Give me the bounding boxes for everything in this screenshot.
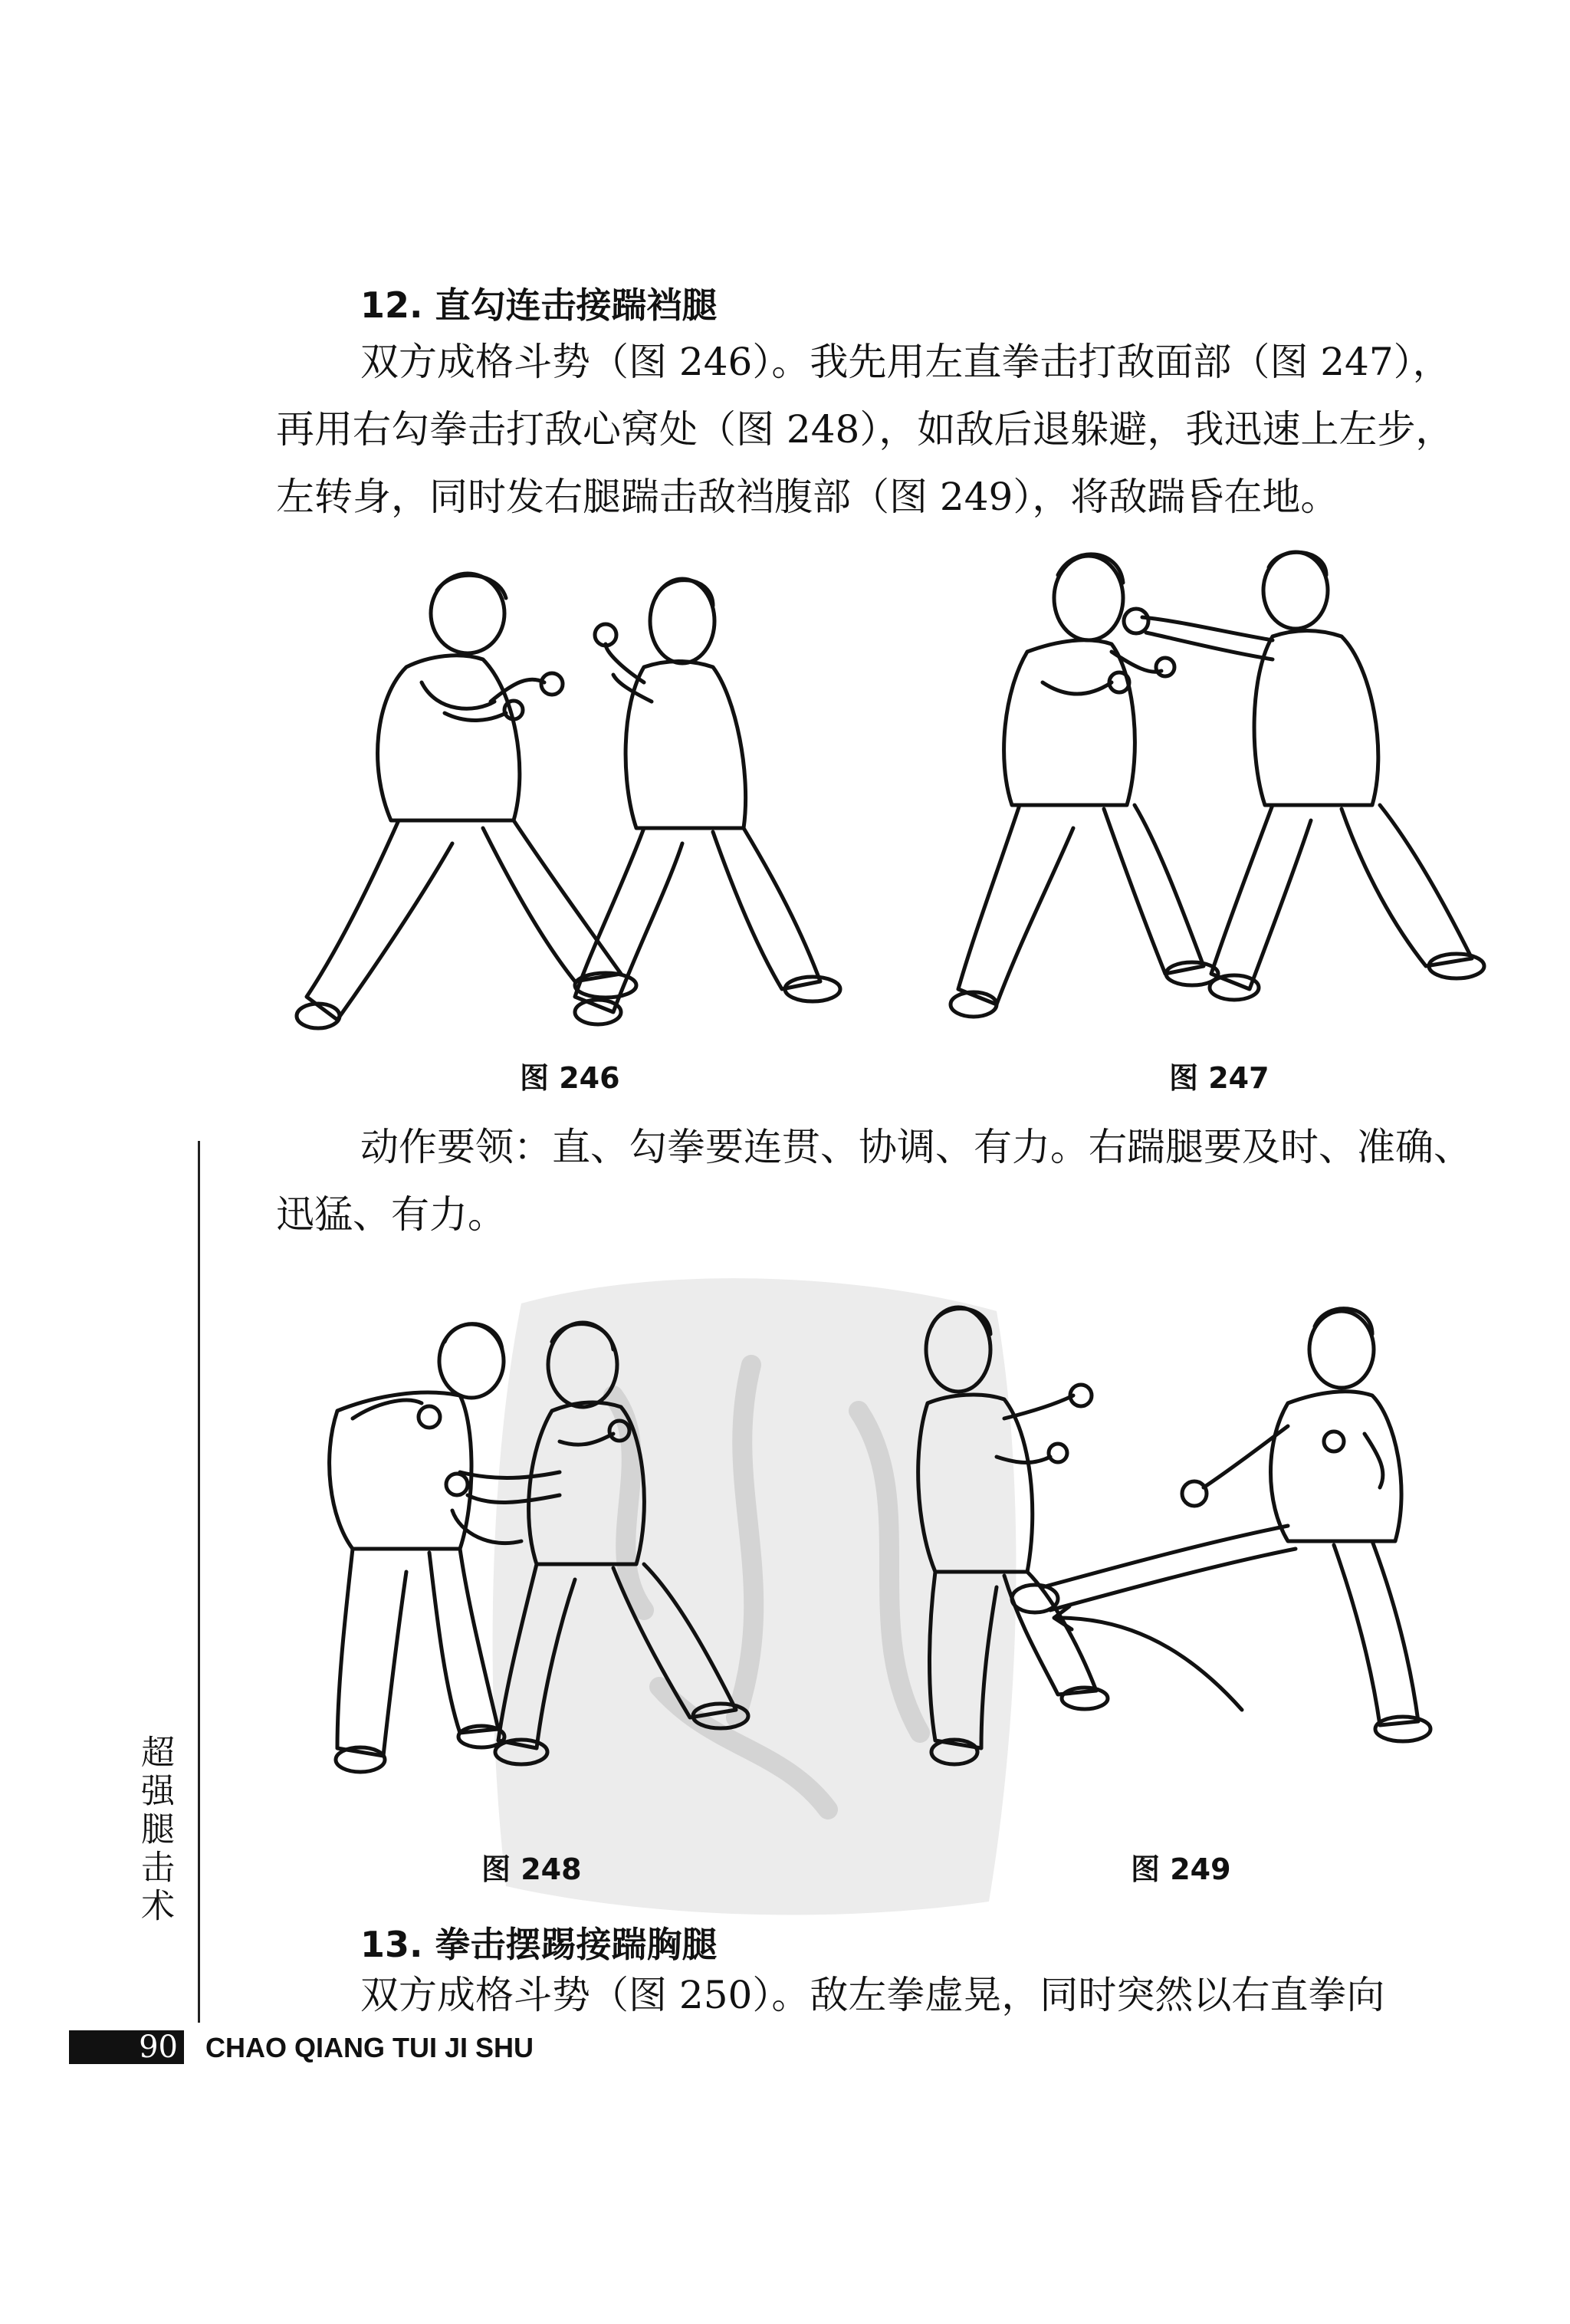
section-12-paragraph: 双方成格斗势（图 246）。我先用左直拳击打敌面部（图 247），再用右勾拳击打敌心窝处（图 248），如敌后退躲避，我迅速上左步，左转身，同时发右腿踹击敌裆腹部（图 249），将敌踹昏在地。 (276, 340, 1454, 519)
page-number: 90 (69, 2030, 184, 2064)
figure-246-illustration (284, 567, 836, 1043)
figure-246-caption: 图 246 (520, 1061, 620, 1095)
section-12-heading: 12. 直勾连击接踹裆腿 (360, 284, 718, 326)
section-13-paragraph: 双方成格斗势（图 250）。敌左拳虚晃，同时突然以右直拳向 (360, 1973, 1385, 2017)
sidebar-book-title: 超强腿击术 (135, 1734, 174, 1926)
figure-249-illustration (905, 1280, 1472, 1817)
figure-247-illustration (935, 544, 1487, 1043)
figure-248-caption: 图 248 (481, 1852, 582, 1886)
footer-book-title: CHAO QIANG TUI JI SHU (205, 2032, 534, 2063)
key-points-paragraph: 动作要领：直、勾拳要连贯、协调、有力。右踹腿要及时、准确、迅猛、有力。 (276, 1125, 1472, 1237)
section-13-heading: 13. 拳击摆踢接踹胸腿 (360, 1924, 718, 1965)
figure-248-illustration (307, 1288, 782, 1810)
margin-rule (198, 1141, 200, 2023)
figure-247-caption: 图 247 (1169, 1061, 1269, 1095)
figure-249-caption: 图 249 (1131, 1852, 1231, 1886)
